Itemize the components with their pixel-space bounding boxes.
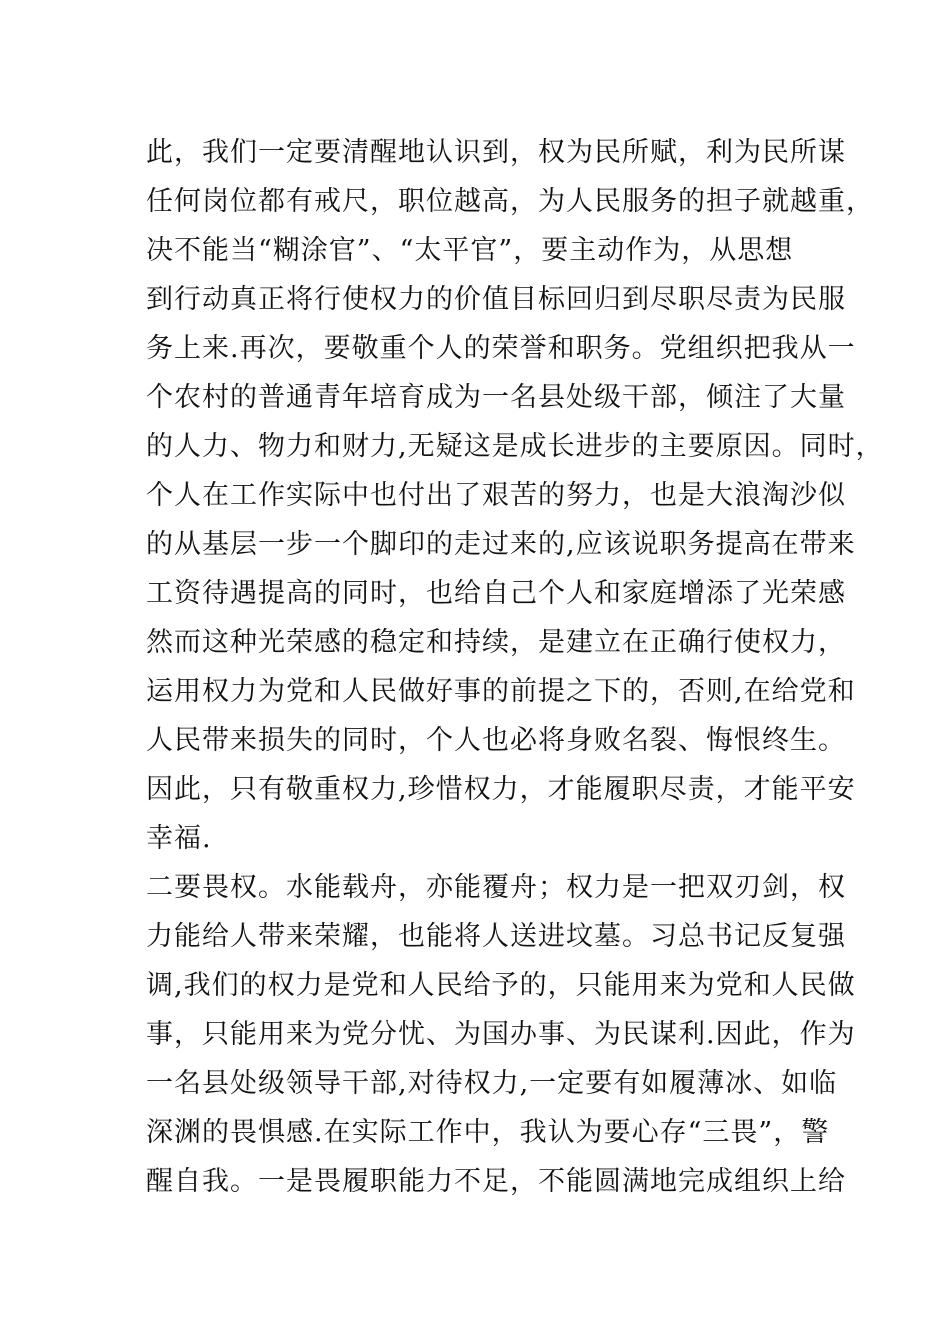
text-line: 决不能当“糊涂官”、“太平官”，要主动作为，从思想 (146, 235, 794, 266)
text-line: 的从基层一步一个脚印的走过来的,应该说职务提高在带来 (146, 529, 856, 560)
text-line: 任何岗位都有戒尺，职位越高，为人民服务的担子就越重， (146, 186, 874, 217)
text-line: 事，只能用来为党分忧、为国办事、为民谋利.因此，作为 (146, 1019, 856, 1050)
text-line: 深渊的畏惧感.在实际工作中，我认为要心存“三畏”，警 (146, 1117, 830, 1148)
text-line: 务上来.再次，要敬重个人的荣誉和职务。党组织把我从一 (146, 333, 856, 364)
text-line: 个农村的普通青年培育成为一名县处级干部，倾注了大量 (146, 382, 846, 413)
text-line: 此，我们一定要清醒地认识到，权为民所赋，利为民所谋 (146, 137, 846, 168)
text-line: 运用权力为党和人民做好事的前提之下的，否则,在给党和 (146, 676, 856, 707)
document-body (146, 128, 884, 1206)
text-line: 个人在工作实际中也付出了艰苦的努力，也是大浪淘沙似 (146, 480, 846, 511)
text-line: 力能给人带来荣耀，也能将人送进坟墓。习总书记反复强 (146, 921, 846, 952)
text-line: 醒自我。一是畏履职能力不足，不能圆满地完成组织上给 (146, 1166, 846, 1197)
text-line: 人民带来损失的同时，个人也必将身败名裂、悔恨终生。 (146, 725, 846, 756)
text-line: 然而这种光荣感的稳定和持续，是建立在正确行使权力， (146, 627, 846, 658)
text-line: 一名县处级领导干部,对待权力,一定要有如履薄冰、如临 (146, 1068, 838, 1099)
text-line: 调,我们的权力是党和人民给予的，只能用来为党和人民做 (146, 970, 856, 1001)
text-line: 工资待遇提高的同时，也给自己个人和家庭增添了光荣感 (146, 578, 846, 609)
text-line: 幸福. (146, 823, 212, 854)
text-line: 的人力、物力和财力,无疑这是成长进步的主要原因。同时， (146, 431, 884, 462)
text-line: 因此，只有敬重权力,珍惜权力，才能履职尽责，才能平安 (146, 774, 856, 805)
text-line: 二要畏权。水能载舟，亦能覆舟；权力是一把双刃剑，权 (146, 872, 846, 903)
text-line: 到行动真正将行使权力的价值目标回归到尽职尽责为民服 (146, 284, 846, 315)
